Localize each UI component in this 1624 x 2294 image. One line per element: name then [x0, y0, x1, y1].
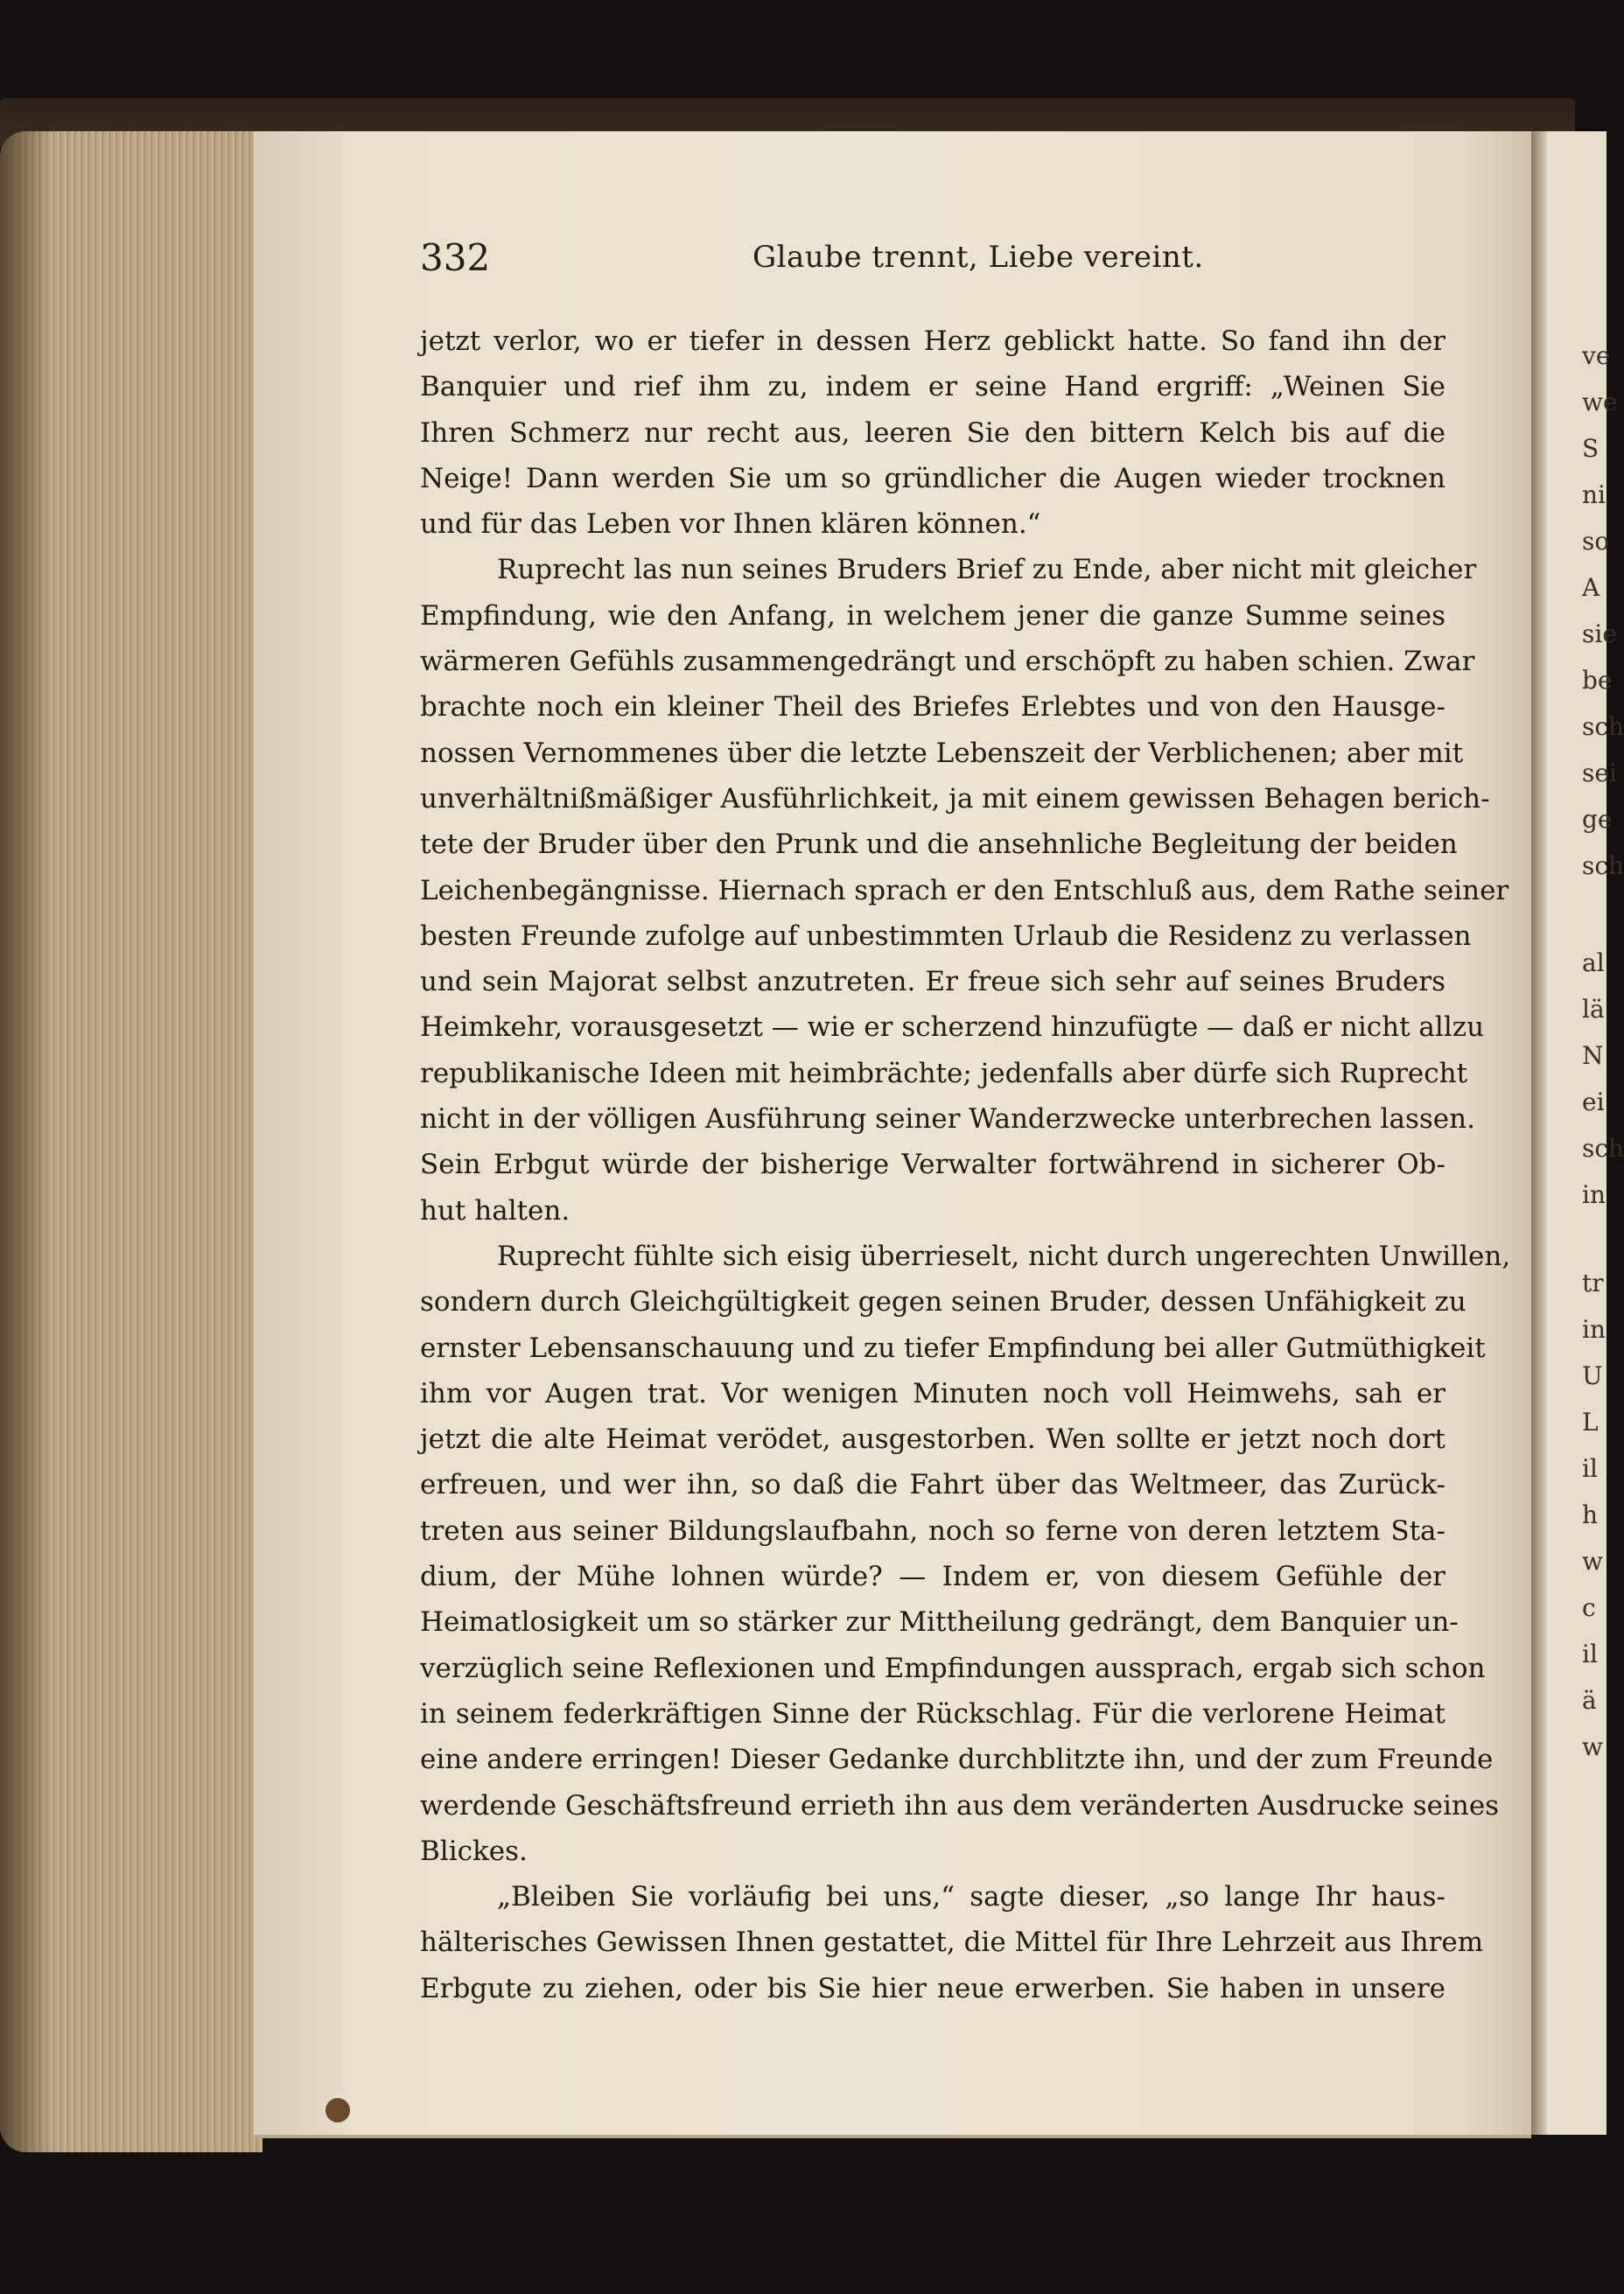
facing-page-text-fragment: L: [1582, 1408, 1599, 1437]
facing-page-text-fragment: sch: [1582, 712, 1624, 741]
facing-page-fragment: [1547, 131, 1624, 2135]
text-line: jetzt verlor, wo er tiefer in dessen Herz geblickt hatte. So fand ihn der: [420, 325, 1446, 357]
facing-page-text-fragment: il: [1582, 1640, 1598, 1668]
facing-page-text-fragment: ni: [1582, 480, 1606, 509]
running-title: Glaube trennt, Liebe vereint.: [752, 240, 1204, 275]
text-line: republikanische Ideen mit heimbrächte; jedenfalls aber dürfe sich Ruprecht: [420, 1057, 1468, 1089]
facing-page-text-fragment: ei: [1582, 1088, 1605, 1116]
facing-page-text-fragment: tr: [1582, 1269, 1604, 1297]
text-line: ihm vor Augen trat. Vor wenigen Minuten noch voll Heimwehs, sah er: [420, 1377, 1446, 1409]
facing-page-text-fragment: c: [1582, 1593, 1596, 1622]
text-line: besten Freunde zufolge auf unbestimmten Urlaub die Residenz zu verlassen: [420, 920, 1472, 952]
text-line: Sein Erbgut würde der bisherige Verwalter fortwährend in sicherer Ob-: [420, 1149, 1446, 1181]
facing-page-text-fragment: sch: [1582, 1134, 1624, 1163]
text-line: Neige! Dann werden Sie um so gründlicher die Augen wieder trocknen: [420, 462, 1446, 494]
text-line: jetzt die alte Heimat verödet, ausgestorben. Wen sollte er jetzt noch dort: [420, 1423, 1446, 1456]
facing-page-text-fragment: U: [1582, 1361, 1603, 1390]
facing-page-text-fragment: lä: [1582, 995, 1605, 1024]
text-line: unverhältnißmäßiger Ausführlichkeit, ja mit einem gewissen Behagen berich-: [420, 782, 1490, 815]
text-line: Heimkehr, vorausgesetzt — wie er scherzend hinzufügte — daß er nicht allzu: [420, 1011, 1485, 1044]
facing-page-text-fragment: sie: [1582, 619, 1617, 648]
text-line: Ruprecht las nun seines Bruders Brief zu Ende, aber nicht mit gleicher: [497, 554, 1477, 586]
facing-page-text-fragment: in: [1582, 1180, 1606, 1209]
facing-page-text-fragment: w: [1582, 1547, 1603, 1576]
facing-page-text-fragment: al: [1582, 948, 1605, 977]
text-line: nossen Vernommenes über die letzte Lebenszeit der Verblichenen; aber mit: [420, 737, 1464, 769]
text-line: „Bleiben Sie vorläufig bei uns,“ sagte dieser, „so lange Ihr haus-: [497, 1881, 1446, 1913]
book-gutter: [1531, 131, 1547, 2135]
text-line: Banquier und rief ihm zu, indem er seine Hand ergriff: „Weinen Sie: [420, 371, 1446, 403]
text-line: und sein Majorat selbst anzutreten. Er freue sich sehr auf seines Bruders: [420, 966, 1446, 998]
body-text: [420, 318, 1511, 2011]
text-line: dium, der Mühe lohnen würde? — Indem er, von diesem Gefühle der: [420, 1561, 1446, 1593]
text-line: Erbgute zu ziehen, oder bis Sie hier neue erwerben. Sie haben in unsere: [420, 1972, 1446, 2004]
facing-page-text-fragment: w: [1582, 1732, 1603, 1761]
facing-page-text-fragment: so: [1582, 527, 1610, 556]
text-line: Empfindung, wie den Anfang, in welchem jener die ganze Summe seines: [420, 599, 1446, 632]
text-line: Leichenbegängnisse. Hiernach sprach er den Entschluß aus, dem Rathe seiner: [420, 874, 1509, 906]
facing-page-text-fragment: in: [1582, 1315, 1606, 1344]
text-line: werdende Geschäftsfreund errieth ihn aus dem veränderten Ausdrucke seines: [420, 1789, 1500, 1822]
text-line: hut halten.: [420, 1194, 570, 1227]
facing-page-text-fragment: ge: [1582, 805, 1613, 834]
text-line: brachte noch ein kleiner Theil des Briefes Erlebtes und von den Hausge-: [420, 691, 1446, 724]
text-line: verzüglich seine Reflexionen und Empfindungen aussprach, ergab sich schon: [420, 1652, 1486, 1684]
text-line: Heimatlosigkeit um so stärker zur Mittheilung gedrängt, dem Banquier un-: [420, 1606, 1459, 1639]
text-line: tete der Bruder über den Prunk und die ansehnliche Begleitung der beiden: [420, 829, 1458, 861]
facing-page-text-fragment: A: [1582, 573, 1600, 602]
facing-page-text-fragment: be: [1582, 666, 1613, 695]
facing-page-text-fragment: ä: [1582, 1686, 1597, 1715]
stain-mark: [326, 2098, 350, 2123]
text-line: ernster Lebensanschauung und zu tiefer Empfindung bei aller Gutmüthigkeit: [420, 1332, 1486, 1364]
page-header: [420, 236, 1452, 289]
facing-page-text-fragment: we: [1582, 388, 1618, 416]
facing-page-text-fragment: N: [1582, 1041, 1604, 1070]
page-number: 332: [420, 236, 491, 279]
facing-page-text-fragment: il: [1582, 1454, 1598, 1483]
facing-page-text-fragment: ve: [1582, 341, 1611, 370]
text-line: erfreuen, und wer ihn, so daß die Fahrt über das Weltmeer, das Zurück-: [420, 1469, 1446, 1501]
facing-page-text-fragment: h: [1582, 1500, 1599, 1529]
text-line: sondern durch Gleichgültigkeit gegen seinen Bruder, dessen Unfähigkeit zu: [420, 1286, 1466, 1318]
text-line: Blickes.: [420, 1835, 528, 1867]
facing-page-text-fragment: sei: [1582, 759, 1617, 787]
text-line: eine andere erringen! Dieser Gedanke durchblitzte ihn, und der zum Freunde: [420, 1744, 1494, 1776]
text-line: Ihren Schmerz nur recht aus, leeren Sie den bittern Kelch bis auf die: [420, 416, 1446, 449]
text-line: nicht in der völligen Ausführung seiner Wanderzwecke unterbrechen lassen.: [420, 1103, 1475, 1136]
text-line: in seinem federkräftigen Sinne der Rückschlag. Für die verlorene Heimat: [420, 1697, 1446, 1730]
facing-page-text-fragment: sch: [1582, 851, 1624, 880]
text-line: Ruprecht fühlte sich eisig überrieselt, nicht durch ungerechten Unwillen,: [497, 1240, 1511, 1272]
text-line: hälterisches Gewissen Ihnen gestattet, die Mittel für Ihre Lehrzeit aus Ihrem: [420, 1927, 1484, 1959]
text-line: und für das Leben vor Ihnen klären können.“: [420, 508, 1041, 541]
page-block-shadow: [0, 131, 52, 2152]
text-line: treten aus seiner Bildungslaufbahn, noch so ferne von deren letztem Sta-: [420, 1514, 1446, 1547]
facing-page-text-fragment: S: [1582, 434, 1600, 463]
text-line: wärmeren Gefühls zusammengedrängt und erschöpft zu haben schien. Zwar: [420, 646, 1475, 678]
